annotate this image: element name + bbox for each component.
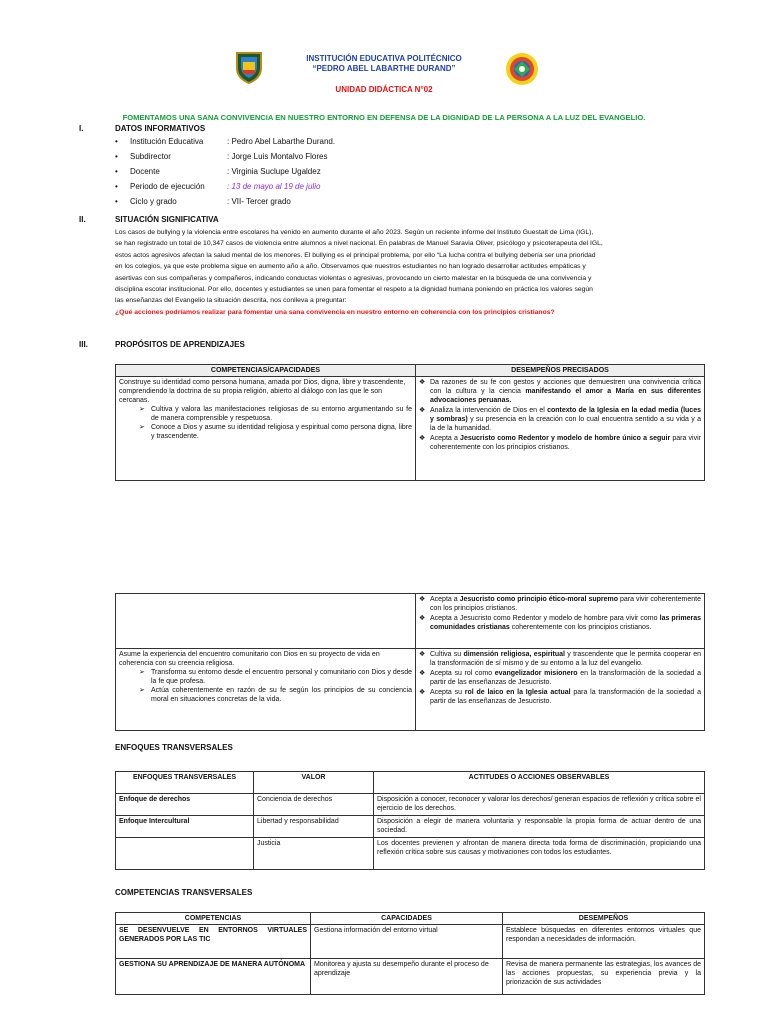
guiding-question: ¿Qué acciones podríamos realizar para fomentar una sana convivencia en nuestro entorno en coherencia con los principios cristianos?: [115, 308, 555, 316]
performance-item: ❖ Analiza la intervención de Dios en el contexto de la Iglesia en la edad media (luces y sombras) y su presencia en la creación con lo cual encuentra sentido a su vida y a la de la humanidad.: [419, 406, 701, 433]
info-label: Ciclo y grado: [130, 197, 177, 206]
performance-cell: [416, 594, 705, 649]
info-value: : 13 de mayo al 19 de julio: [227, 182, 321, 191]
info-row: • Ciclo y grado : VII- Tercer grado: [115, 197, 335, 212]
info-label: Periodo de ejecución: [130, 182, 205, 191]
enfoques-title: ENFOQUES TRANSVERSALES: [115, 743, 233, 752]
competencia-cell: GESTIONA SU APRENDIZAJE DE MANERA AUTÓNOMA: [116, 959, 311, 995]
performance-item: ❖ Acepta a Jesucristo como Redentor y modelo de hombre único a seguir para vivir coherentemente con los principios cristianos.: [419, 434, 701, 452]
situation-line: en los colegios, ya que este problema sigue en aumento año a año. Observamos que nuestros estudiantes no han logrado desarrollar actitudes empáticas y: [115, 263, 586, 271]
competencias-table: [115, 912, 705, 995]
school-name-line2: “PEDRO ABEL LABARTHE DURAND”: [312, 64, 456, 73]
purposes-table-part2: [115, 593, 705, 731]
section3-title: PROPÓSITOS DE APRENDIZAJES: [115, 340, 245, 349]
desempeno-cell: Establece búsquedas en diferentes entornos virtuales que respondan a necesidades de información.: [503, 925, 705, 959]
info-label: Subdirector: [130, 152, 171, 161]
performance-item: ❖ Da razones de su fe con gestos y acciones que demuestren una convivencia crítica con la cultura y la ciencia manifestando el amor a María en sus diferentes advocaciones peruanas.: [419, 378, 701, 405]
situation-line: asertivas con sus compañeras y compañeros, indicando conductas violentas o agresivas, provocando un cierto malestar en la búsqueda de una convivencia y: [115, 274, 592, 282]
info-value: : VII- Tercer grado: [227, 197, 291, 206]
info-row: • Institución Educativa : Pedro Abel Labarthe Durand.: [115, 137, 335, 152]
situation-line: estos actos agresivos afectan la salud mental de los menores. El bullying es el principal problema, por ello “La lucha contra el bullying debería ser una prioridad: [115, 251, 596, 259]
situation-line: se han registrado un total de 10,347 casos de violencia entre alumnos a nivel nacional. En palabras de Manuel Saravia Oliver, psicólogo y psicoterapeuta del IGL,: [115, 240, 603, 248]
table-row: [116, 838, 705, 870]
empty-competency-cell: [116, 594, 416, 649]
actitud-cell: Los docentes previenen y afrontan de manera directa toda forma de discriminación, propiciando una reflexión crítica sobre sus causas y motivaciones con todos los estudiantes.: [374, 838, 705, 870]
table-row: [116, 959, 705, 995]
enfoques-table: [115, 771, 705, 870]
header-valor: VALOR: [254, 772, 374, 794]
section3-number: III.: [79, 340, 88, 349]
performance-cell: [416, 377, 705, 481]
performance-item: ❖ Acepta su rol como evangelizador misionero en la transformación de la sociedad a partir de las enseñanzas de Jesucristo.: [419, 669, 701, 687]
competencia-cell: SE DESENVUELVE EN ENTORNOS VIRTUALES GENERADOS POR LAS TIC: [116, 925, 311, 959]
performance-item: ❖ Acepta a Jesucristo como Redentor y modelo de hombre para vivir como las primeras comunidades cristianas coherentemente con los principios cristianos.: [419, 614, 701, 632]
competency-text: Asume la experiencia del encuentro comunitario con Dios en su proyecto de vida en coherencia con su creencia religiosa.: [119, 651, 380, 667]
header-capacidades: CAPACIDADES: [311, 913, 503, 925]
info-row: • Docente : Virginia Suclupe Ugaldez: [115, 167, 335, 182]
capacity-item: ➢ Transforma su entorno desde el encuentro personal y comunitario con Dios y desde la fe que profesa.: [139, 668, 412, 686]
performance-item: ❖ Cultiva su dimensión religiosa, espiritual y trascendente que le permita cooperar en la transformación de sí mismo y de su entorno a la luz del evangelio.: [419, 650, 701, 668]
enfoque-cell: Enfoque de derechos: [116, 794, 254, 816]
info-list: [115, 137, 335, 212]
capacity-item: ➢ Conoce a Dios y asume su identidad religiosa y espiritual como persona digna, libre y trascendente.: [139, 423, 412, 441]
info-value: : Pedro Abel Labarthe Durand.: [227, 137, 336, 146]
enfoque-cell: [116, 838, 254, 870]
actitud-cell: Disposición a elegir de manera voluntaria y responsable la propia forma de actuar dentro de una sociedad.: [374, 816, 705, 838]
competencias-title: COMPETENCIAS TRANSVERSALES: [115, 888, 253, 897]
performance-cell: [416, 649, 705, 731]
section1-number: I.: [79, 124, 84, 133]
competency-text: Construye su identidad como persona humana, amada por Dios, digna, libre y trascendente, comprendiendo la doctrina de su propia religión, abierto al diálogo con las que le son cercanas.: [119, 379, 406, 404]
capacity-item: ➢ Cultiva y valora las manifestaciones religiosas de su entorno argumentando su fe de manera comprensible y respetuosa.: [139, 405, 412, 423]
info-label: Docente: [130, 167, 160, 176]
performance-item: ❖ Acepta a Jesucristo como principio ético-moral supremo para vivir coherentemente con los principios cristianos.: [419, 595, 701, 613]
valor-cell: Conciencia de derechos: [254, 794, 374, 816]
situation-line: disciplina escolar institucional. Por ello, docentes y estudiantes se unen para fomentar el respeto a la dignidad humana poniendo en práctica los valores según: [115, 286, 593, 294]
section2-title: SITUACIÓN SIGNIFICATIVA: [115, 215, 219, 224]
performance-item: ❖ Acepta su rol de laico en la Iglesia actual para la transformación de la sociedad a partir de las enseñanzas de Jesucristo.: [419, 688, 701, 706]
table-row: [116, 794, 705, 816]
desempeno-cell: Revisa de manera permanente las estrategias, los avances de las acciones propuestas, su experiencia previa y la priorización de sus actividades: [503, 959, 705, 995]
competency-cell: [116, 649, 416, 731]
header-desempenos: DESEMPEÑOS PRECISADOS: [416, 365, 705, 377]
purposes-table-part1: [115, 364, 705, 481]
valor-cell: Libertad y responsabilidad: [254, 816, 374, 838]
school-name-line1: INSTITUCIÓN EDUCATIVA POLITÉCNICO: [306, 54, 462, 63]
info-label: Institución Educativa: [130, 137, 204, 146]
capacity-item: ➢ Actúa coherentemente en razón de su fe según los principios de su conciencia moral en situaciones concretas de la vida.: [139, 686, 412, 704]
table-row: [116, 925, 705, 959]
capacidad-cell: Monitorea y ajusta su desempeño durante el proceso de aprendizaje: [311, 959, 503, 995]
header-competencias: COMPETENCIAS/CAPACIDADES: [116, 365, 416, 377]
competency-cell: [116, 377, 416, 481]
situation-line: Los casos de bullying y la violencia entre escolares ha venido en aumento durante el año 2023. Según un reciente informe del Instituto Guestalt de Lima (IGL),: [115, 229, 594, 236]
section2-number: II.: [79, 215, 86, 224]
unit-title: UNIDAD DIDÁCTICA N°02: [335, 85, 433, 94]
valor-cell: Justicia: [254, 838, 374, 870]
info-value: : Jorge Luis Montalvo Flores: [227, 152, 328, 161]
table-row: [116, 816, 705, 838]
info-value: : Virginia Suclupe Ugaldez: [227, 167, 321, 176]
capacidad-cell: Gestiona información del entorno virtual: [311, 925, 503, 959]
unit-theme: FOMENTAMOS UNA SANA CONVIVENCIA EN NUESTRO ENTORNO EN DEFENSA DE LA DIGNIDAD DE LA PERSONA A LA LUZ DEL EVANGELIO.: [122, 113, 646, 122]
header-actitudes: ACTITUDES O ACCIONES OBSERVABLES: [374, 772, 705, 794]
actitud-cell: Disposición a conocer, reconocer y valorar los derechos/ generan espacios de reflexión y crítica sobre el ejercicio de los derechos.: [374, 794, 705, 816]
header-enfoques: ENFOQUES TRANSVERSALES: [116, 772, 254, 794]
header-desempenos-t: DESEMPEÑOS: [503, 913, 705, 925]
info-row: • Subdirector : Jorge Luis Montalvo Flores: [115, 152, 335, 167]
info-row: • Periodo de ejecución : 13 de mayo al 19 de julio: [115, 182, 335, 197]
situation-text: [115, 227, 715, 318]
situation-line: las enseñanzas del Evangelio la situación descrita, nos conlleva a preguntar:: [115, 297, 347, 305]
enfoque-cell: Enfoque Intercultural: [116, 816, 254, 838]
section1-title: DATOS INFORMATIVOS: [115, 124, 206, 133]
header-competencias-t: COMPETENCIAS: [116, 913, 311, 925]
